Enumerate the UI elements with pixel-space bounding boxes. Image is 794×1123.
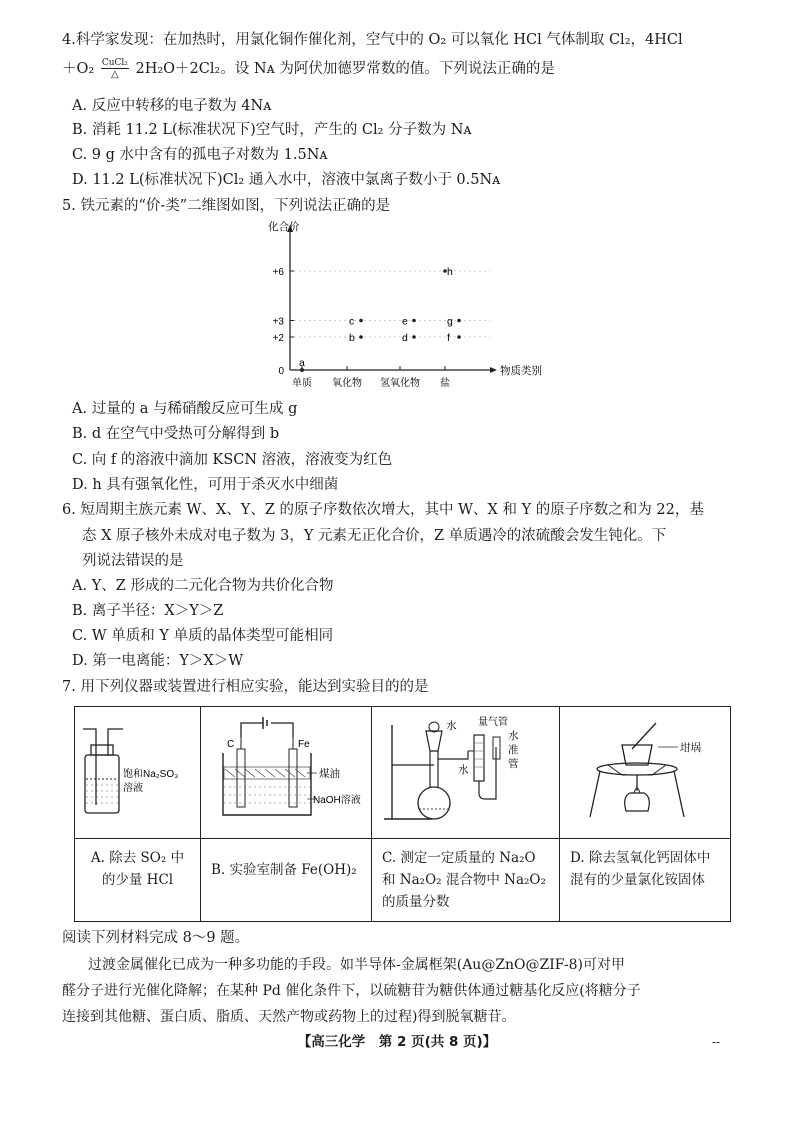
caption-d: D. 除去氢氧化钙固体中混有的少量氯化铵固体 — [570, 850, 711, 888]
y-tick-label: +3 — [272, 316, 284, 328]
q5-option-c: C. 向 f 的溶液中滴加 KSCN 溶液，溶液变为红色 — [72, 452, 393, 468]
caption-c: C. 测定一定质量的 Na₂O 和 Na₂O₂ 混合物中 Na₂O₂ 的质量分数 — [382, 850, 546, 910]
x-tick-label: 氧化物 — [332, 378, 362, 389]
x-axis-label: 物质类别 — [500, 365, 542, 377]
x-axis-arrow — [490, 367, 497, 373]
crucible-heating-diagram — [560, 707, 730, 834]
apparatus-d-cell — [560, 707, 731, 839]
q4-product-text: 2H₂O＋2Cl₂。设 Nᴀ 为阿伏加德罗常数的值。下列说法正确的是 — [135, 61, 555, 77]
point-d — [412, 335, 416, 339]
y-tick-label: 0 — [278, 366, 284, 377]
q7-stem: 7. 用下列仪器或装置进行相应实验，能达到实验目的的是 — [62, 679, 429, 695]
gas-burette-label: 量气管 — [478, 717, 508, 728]
x-tick-label: 盐 — [440, 378, 450, 389]
reading-line-1: 过渡金属催化已成为一种多功能的手段。如半导体-金属框架(Au@ZnO@ZIF-8)可对甲 — [88, 957, 625, 973]
valence-category-chart — [250, 218, 542, 389]
point-label-b: b — [349, 332, 355, 344]
point-b — [359, 335, 363, 339]
q4-stem-line1 — [62, 30, 683, 50]
caption-b: B. 实验室制备 Fe(OH)₂ — [211, 862, 357, 878]
leveling-tube-label-1: 水 — [508, 730, 519, 742]
reading-intro: 阅读下列材料完成 8～9 题。 — [62, 930, 250, 946]
iron-electrode-label: Fe — [298, 739, 310, 750]
q6-option-d: D. 第一电离能：Y＞X＞W — [72, 653, 244, 669]
solution-label-2: 溶液 — [123, 783, 143, 794]
gas-volume-apparatus-diagram — [372, 707, 559, 834]
leveling-tube-label-2: 准 — [508, 744, 519, 756]
chart-axes — [268, 220, 542, 377]
q6-option-c: C. W 单质和 Y 单质的晶体类型可能相同 — [72, 628, 334, 644]
naoh-solution-label: NaOH溶液 — [313, 795, 361, 806]
point-e — [412, 319, 416, 323]
q4-number: 4. — [62, 32, 76, 48]
q6-stem-line2: 态 X 原子核外未成对电子数为 3，Y 元素无正化合价，Z 单质遇冷的浓硫酸会发生钝化。下 — [82, 528, 667, 544]
leveling-tube-label-3: 管 — [508, 758, 519, 770]
caption-a: A. 除去 SO₂ 中的少量 HCl — [90, 850, 185, 888]
q5-option-b: B. d 在空气中受热可分解得到 b — [72, 426, 280, 442]
q6-option-a: A. Y、Z 形成的二元化合物为共价化合物 — [72, 578, 334, 594]
reading-line-3: 连接到其他糖、蛋白质、脂质、天然产物或药物上的过程)得到脱氧糖苷。 — [62, 1009, 516, 1025]
page-footer: 【高三化学 第 2 页(共 8 页)】 — [297, 1034, 497, 1050]
point-label-a: a — [299, 357, 305, 369]
water-label-funnel: 水 — [446, 720, 457, 732]
point-h — [443, 269, 447, 273]
x-tick-label: 单质 — [292, 378, 312, 389]
apparatus-a-cell — [75, 707, 201, 839]
q5-option-d: D. h 具有强氧化性，可用于杀灭水中细菌 — [72, 477, 339, 493]
q4-option-c: C. 9 g 水中含有的孤电子对数为 1.5Nᴀ — [72, 147, 328, 163]
caption-a-cell — [75, 839, 201, 922]
apparatus-b-cell — [201, 707, 372, 839]
footer-mark: -- — [712, 1035, 721, 1049]
q4-option-d: D. 11.2 L(标准状况下)Cl₂ 通入水中，溶液中氯离子数小于 0.5Nᴀ — [72, 172, 501, 188]
caption-b-cell — [201, 839, 372, 922]
y-tick-label: +6 — [272, 267, 284, 278]
caption-c-cell — [372, 839, 560, 922]
q4-option-b: B. 消耗 11.2 L(标准状况下)空气时，产生的 Cl₂ 分子数为 Nᴀ — [72, 122, 472, 138]
point-label-h: h — [447, 266, 453, 278]
chart-points — [299, 266, 461, 372]
q5-option-a: A. 过量的 a 与稀硝酸反应可生成 g — [72, 401, 298, 417]
q4-reactant: ＋O₂ — [62, 61, 95, 77]
solution-label: 饱和Na₂SO₃ — [123, 769, 179, 780]
point-label-c: c — [349, 315, 355, 328]
kerosene-label: 煤油 — [319, 768, 340, 780]
apparatus-c-cell — [372, 707, 560, 839]
q4-option-a: A. 反应中转移的电子数为 4Nᴀ — [72, 98, 272, 114]
point-g — [457, 319, 461, 323]
gas-washing-bottle-diagram — [75, 707, 200, 834]
reading-line-2: 醛分子进行光催化降解；在某种 Pd 催化条件下，以硫糖苷为糖供体通过糖基化反应(将糖分子 — [62, 983, 641, 999]
apparatus-table — [74, 706, 731, 922]
carbon-electrode-label: C — [227, 739, 235, 750]
reaction-arrow — [101, 58, 129, 80]
q4-stem-text: 科学家发现：在加热时，用氯化铜作催化剂，空气中的 O₂ 可以氧化 HCl 气体制取 Cl₂，4HCl — [75, 32, 683, 48]
crucible-label: 坩埚 — [680, 742, 701, 754]
point-label-d: d — [402, 332, 408, 344]
caption-d-cell — [560, 839, 731, 922]
point-label-e: e — [402, 315, 408, 328]
point-label-g: g — [447, 315, 453, 328]
water-label-burette: 水 — [458, 764, 469, 776]
x-tick-label: 氢氧化物 — [380, 378, 420, 389]
electrolysis-diagram — [201, 707, 371, 834]
q4-equation-line — [62, 58, 555, 80]
heat-symbol: △ — [110, 69, 119, 80]
chart-ticks — [273, 267, 490, 389]
point-c — [359, 319, 363, 323]
y-axis-label: 化合价 — [268, 221, 300, 233]
catalyst-label: CuCl₂ — [101, 58, 128, 68]
q6-stem-line3: 列说法错误的是 — [82, 553, 184, 569]
y-tick-label: +2 — [272, 333, 284, 344]
point-f — [457, 335, 461, 339]
q6-option-b: B. 离子半径：X＞Y＞Z — [72, 603, 224, 619]
q6-stem-line1: 6. 短周期主族元素 W、X、Y、Z 的原子序数依次增大，其中 W、X 和 Y 的原子序数之和为 22，基 — [62, 502, 704, 518]
point-label-f: f — [447, 332, 450, 344]
q5-stem: 5. 铁元素的“价-类”二维图如图，下列说法正确的是 — [62, 198, 391, 214]
